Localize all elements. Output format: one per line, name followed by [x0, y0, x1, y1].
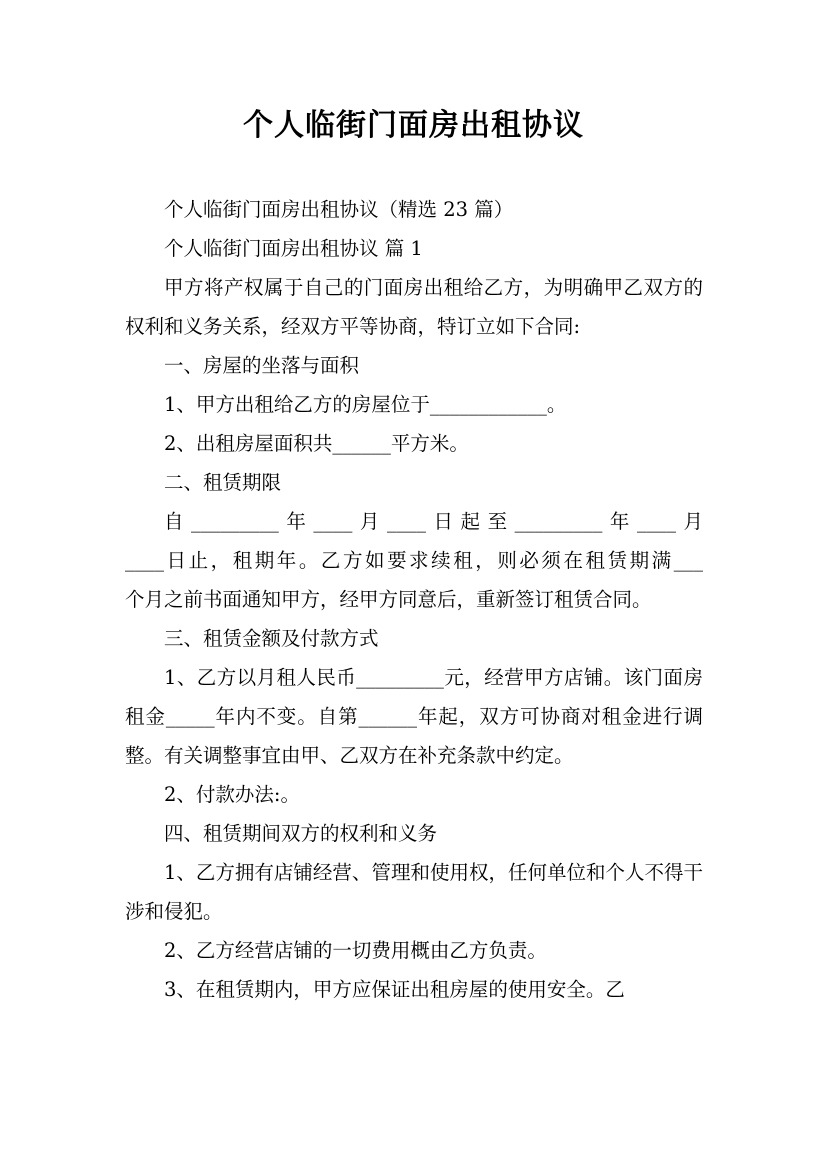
intro-paragraph: 甲方将产权属于自己的门面房出租给乙方，为明确甲乙双方的权利和义务关系，经双方平等协商，特订立如下合同:: [125, 276, 703, 338]
clause-3-item-2: 2、付款办法:。: [164, 783, 300, 806]
document-title: 个人临街门面房出租协议: [243, 108, 584, 143]
document-body: [125, 190, 703, 1009]
clause-1-item-1: 1、甲方出租给乙方的房屋位于____________。: [164, 393, 567, 416]
clause-4-item-1: 1、乙方拥有店铺经营、管理和使用权，任何单位和个人不得干涉和侵犯。: [125, 861, 703, 923]
lease-period-line-2: ____日止，租期年。乙方如要求续租，则必须在租赁期满___: [125, 549, 703, 572]
clause-4-item-3: 3、在租赁期内，甲方应保证出租房屋的使用安全。乙: [164, 978, 625, 1001]
clause-heading-1: 一、房屋的坐落与面积: [164, 354, 360, 377]
clause-heading-3: 三、租赁金额及付款方式: [164, 627, 379, 650]
section-heading-part-1: 个人临街门面房出租协议 篇 1: [164, 237, 423, 260]
clause-1-item-2: 2、出租房屋面积共______平方米。: [164, 432, 469, 455]
clause-4-item-2: 2、乙方经营店铺的一切费用概由乙方负责。: [164, 939, 547, 962]
clause-heading-2: 二、租赁期限: [164, 471, 282, 494]
lease-period-line-3: 个月之前书面通知甲方，经甲方同意后，重新签订租赁合同。: [125, 588, 652, 611]
clause-heading-4: 四、租赁期间双方的权利和义务: [164, 822, 438, 845]
clause-3-item-1: 1、乙方以月租人民币_________元，经营甲方店铺。该门面房租金_____年内不变。自第______年起，双方可协商对租金进行调整。有关调整事宜由甲、乙双方在补充条款中约定。: [125, 666, 703, 767]
lease-period-line-1: 自_________年____月____日起至_________年____月: [164, 510, 703, 533]
subtitle-line: 个人临街门面房出租协议（精选 23 篇）: [164, 198, 514, 221]
